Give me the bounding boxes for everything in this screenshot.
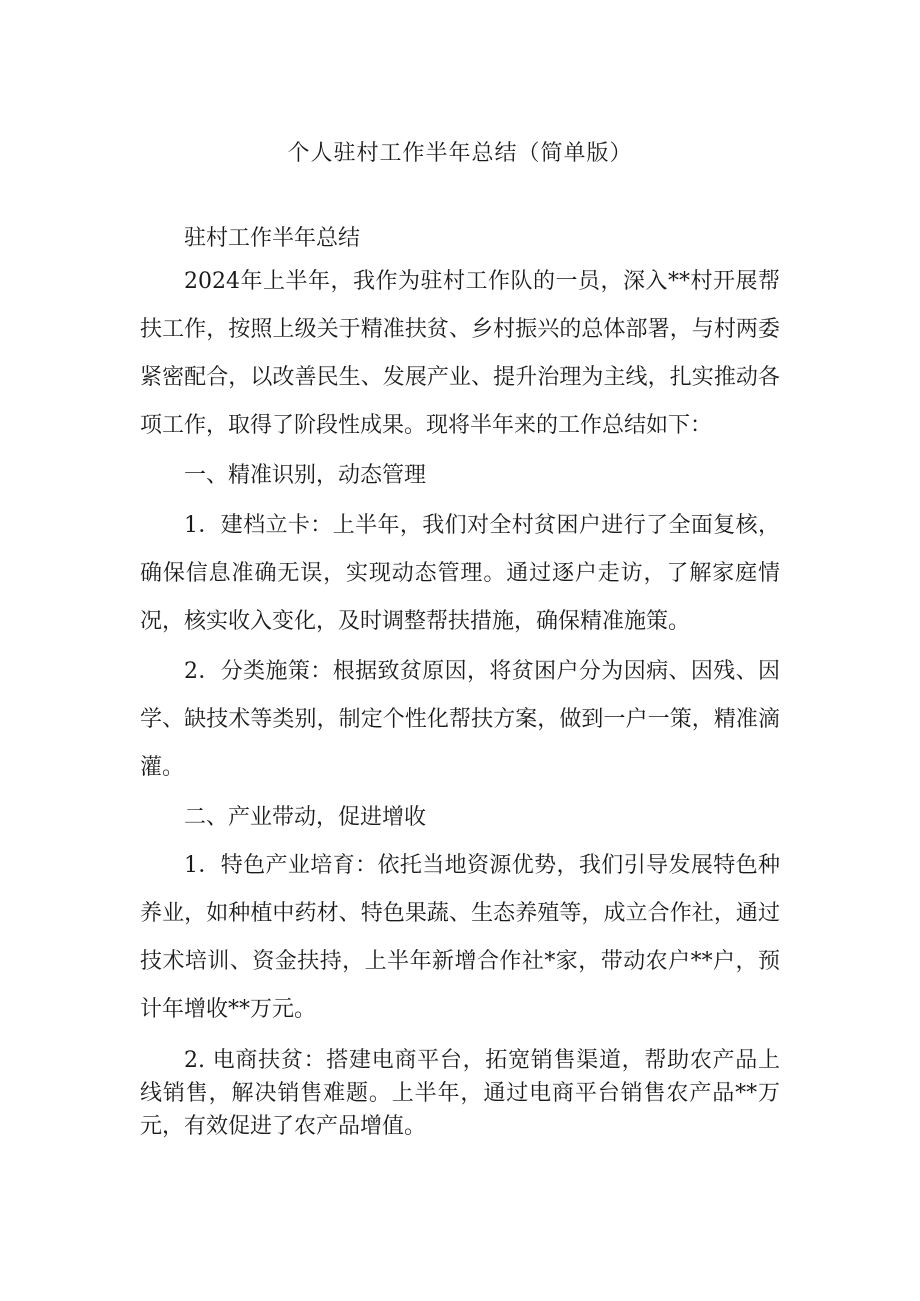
section-1-item-2: 2．分类施策：根据致贫原因，将贫困户分为因病、因残、因学、缺技术等类别，制定个性化帮扶方案，做到一户一策，精准滴灌。 bbox=[140, 659, 780, 780]
document-subtitle: 驻村工作半年总结 bbox=[184, 226, 361, 251]
section-2-heading: 二、产业带动，促进增收 bbox=[184, 805, 427, 830]
section-2-item-1: 1．特色产业培育：依托当地资源优势，我们引导发展特色种养业，如种植中药材、特色果蔬、生态养殖等，成立合作社，通过技术培训、资金扶持，上半年新增合作社*家，带动农户**户，预计年增收**万元。 bbox=[140, 853, 780, 1022]
intro-paragraph: 2024年上半年，我作为驻村工作队的一员，深入**村开展帮扶工作，按照上级关于精准扶贫、乡村振兴的总体部署，与村两委紧密配合，以改善民生、发展产业、提升治理为主线，扎实推动各项工作，取得了阶段性成果。现将半年来的工作总结如下： bbox=[140, 269, 780, 438]
document-title: 个人驻村工作半年总结（简单版） bbox=[287, 141, 633, 166]
section-2-item-2: 2. 电商扶贫：搭建电商平台，拓宽销售渠道，帮助农产品上线销售，解决销售难题。上半年，通过电商平台销售农产品**万元，有效促进了农产品增值。 bbox=[140, 1048, 780, 1139]
section-1-item-1: 1．建档立卡：上半年，我们对全村贫困户进行了全面复核，确保信息准确无误，实现动态管理。通过逐户走访，了解家庭情况，核实收入变化，及时调整帮扶措施，确保精准施策。 bbox=[140, 513, 780, 634]
section-1-heading: 一、精准识别，动态管理 bbox=[184, 463, 427, 488]
